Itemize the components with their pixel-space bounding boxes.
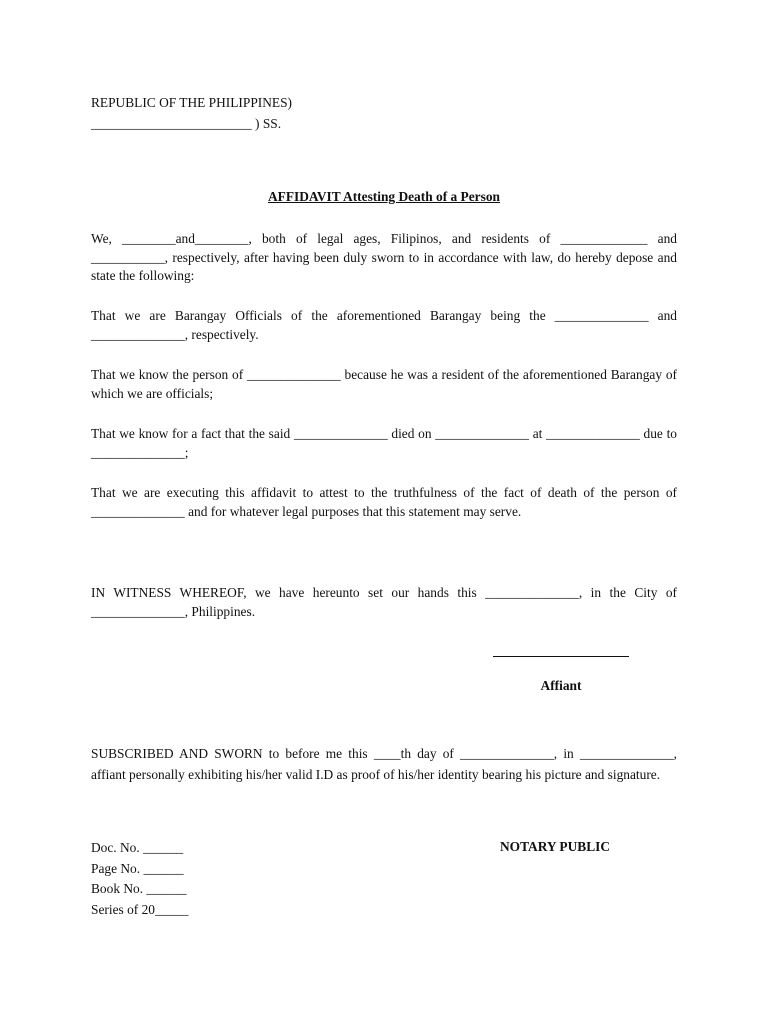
book-no: Book No. ______ bbox=[91, 881, 187, 896]
affiant-signature-line bbox=[493, 656, 629, 657]
page-no: Page No. ______ bbox=[91, 860, 184, 876]
paragraph-death-fact: That we know for a fact that the said ______________ died on ______________ at ______________ due to ______________; bbox=[91, 426, 677, 460]
header-republic: REPUBLIC OF THE PHILIPPINES) bbox=[91, 95, 293, 110]
paragraph-affiants: We, ________and________, both of legal ages, Filipinos, and residents of _____________ and ___________, respectively, after having been duly sworn to in accordance with law, do hereby depose and state the following: bbox=[91, 231, 677, 283]
paragraph-witness: IN WITNESS WHEREOF, we have hereunto set our hands this ______________, in the City of ______________, Philippines. bbox=[91, 585, 677, 619]
paragraph-know-person: That we know the person of ______________ because he was a resident of the aforementioned Barangay of which we are officials; bbox=[91, 367, 677, 401]
paragraph-subscribed-sworn: SUBSCRIBED AND SWORN to before me this ____th day of ______________, in ______________, affiant personally exhibiting his/her valid I.D as proof of his/her identity bearing his picture and signature. bbox=[91, 746, 677, 782]
doc-no: Doc. No. ______ bbox=[91, 840, 184, 855]
series-year: Series of 20_____ bbox=[91, 901, 189, 917]
notarial-register-block bbox=[91, 838, 188, 920]
paragraph-purpose: That we are executing this affidavit to attest to the truthfulness of the fact of death of the person of ______________ and for whatever legal purposes that this statement may serve. bbox=[91, 485, 677, 519]
header-venue-ss: ________________________ ) SS. bbox=[91, 116, 282, 131]
document-title: AFFIDAVIT Attesting Death of a Person bbox=[268, 189, 500, 204]
notary-public-label: NOTARY PUBLIC bbox=[500, 839, 611, 854]
paragraph-barangay-officials: That we are Barangay Officials of the aforementioned Barangay being the ______________ and ______________, respectively. bbox=[91, 308, 677, 342]
affiant-label: Affiant bbox=[540, 678, 582, 693]
